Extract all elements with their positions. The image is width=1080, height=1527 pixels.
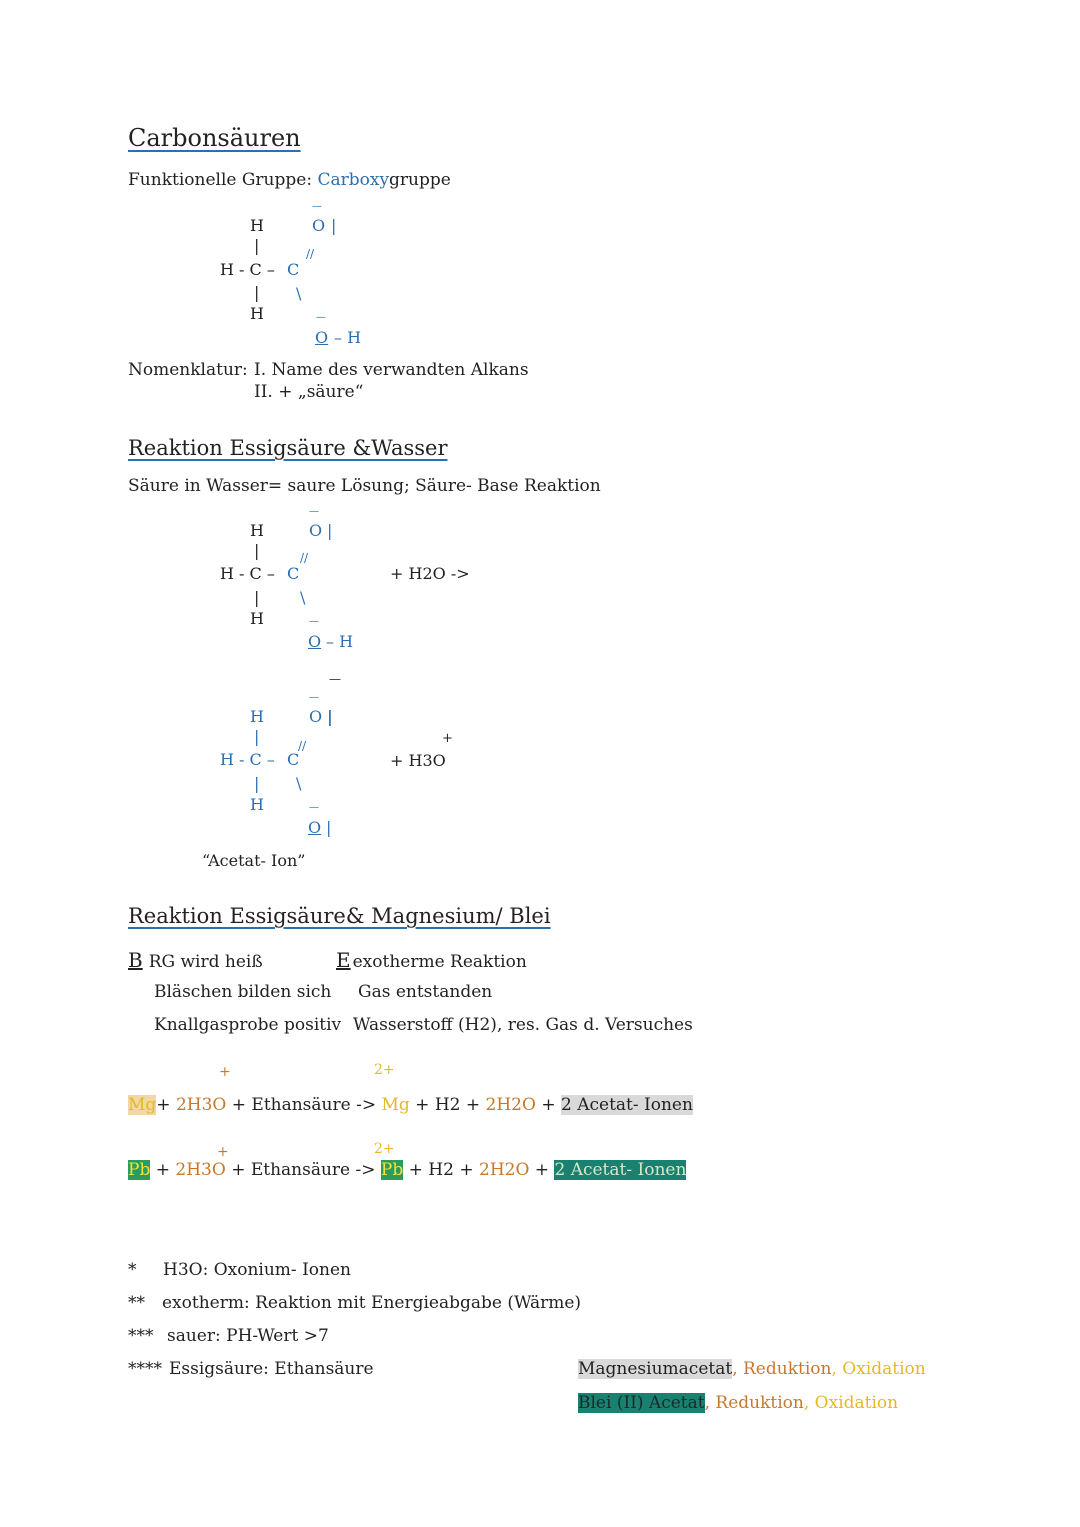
explanation-row-1 <box>336 948 527 972</box>
atom-h: H <box>250 521 264 540</box>
fg-gruppe: gruppe <box>389 170 451 190</box>
section2-subtitle: Säure in Wasser= saure Lösung; Säure- Base Reaktion <box>128 476 601 496</box>
bond-vertical: | <box>254 588 260 607</box>
pb-reactant: Pb <box>128 1160 151 1180</box>
atom-h: H <box>250 609 264 628</box>
bond-vertical: | <box>254 541 260 560</box>
charge-plus: + <box>442 731 453 746</box>
lone-pair: | <box>327 707 333 726</box>
atom-o: O <box>312 216 326 235</box>
atom-h: H <box>250 304 264 323</box>
footnote-text: sauer: PH-Wert >7 <box>167 1326 329 1346</box>
bond-double: // <box>300 551 309 565</box>
atom-h: H <box>250 216 264 235</box>
section-title-carbonsaeuren: Carbonsäuren <box>128 124 301 152</box>
beobachtung-3: Knallgasprobe positiv <box>154 1015 342 1035</box>
legend-sep: , <box>732 1359 743 1379</box>
eq-plus: + <box>156 1095 176 1115</box>
bond-single: \ <box>300 588 306 607</box>
acetate-product: 2 Acetat- Ionen <box>554 1160 687 1180</box>
atom-h: H <box>250 707 264 726</box>
water-product: 2H2O <box>479 1160 530 1180</box>
footnote-marker: **** <box>128 1359 162 1379</box>
footnote-marker: * <box>128 1260 137 1280</box>
erklaerung-letter: E <box>336 948 351 972</box>
charge-2plus: 2+ <box>374 1062 395 1078</box>
eq-plus: + <box>529 1160 555 1180</box>
atom-o: O <box>315 328 329 347</box>
nomenklatur-label: Nomenklatur: <box>128 360 248 380</box>
mg-product: Mg <box>381 1095 410 1115</box>
section-title-essig-mg-pb: Reaktion Essigsäure& Magnesium/ Blei <box>128 904 551 928</box>
atom-hc: H - C – <box>220 260 275 279</box>
lone-pair: — <box>309 506 319 517</box>
atom-h: H <box>250 795 264 814</box>
eq-h2: + H2 + <box>403 1160 479 1180</box>
equation-lead <box>128 1160 686 1180</box>
lone-pair: — <box>316 312 326 323</box>
legend-magnesium <box>578 1359 926 1379</box>
bond-vertical: | <box>254 727 260 746</box>
lone-pair: — <box>309 616 319 627</box>
section-title-essig-wasser: Reaktion Essigsäure &Wasser <box>128 436 448 460</box>
eq-plus: + <box>150 1160 176 1180</box>
lone-pair: — <box>312 201 322 212</box>
lone-pair: — <box>309 802 319 813</box>
footnote-marker: ** <box>128 1293 145 1313</box>
bond-oh: – H <box>334 328 362 347</box>
bond-vertical: | <box>254 236 260 255</box>
atom-c: C <box>287 260 300 279</box>
legend-mg-label: Magnesiumacetat <box>578 1359 733 1379</box>
erklaerung-3: Wasserstoff (H2), res. Gas d. Versuches <box>353 1015 693 1035</box>
fg-label: Funktionelle Gruppe: <box>128 170 318 190</box>
atom-o: O <box>308 818 322 837</box>
legend-reduktion: Reduktion <box>743 1359 832 1379</box>
beobachtung-letter: B <box>128 948 143 972</box>
atom-c: C <box>287 564 300 583</box>
bond-oh: – H <box>326 632 354 651</box>
charge-plus: + <box>217 1144 229 1160</box>
charge-2plus: 2+ <box>374 1141 395 1157</box>
footnote-marker: *** <box>128 1326 154 1346</box>
legend-oxidation: Oxidation <box>814 1393 899 1413</box>
bond-single: \ <box>296 774 302 793</box>
erklaerung-2: Gas entstanden <box>358 982 493 1002</box>
pb-product: Pb <box>380 1160 404 1180</box>
oxonium-reactant: 2H3O <box>175 1160 226 1180</box>
beobachtung-1: RG wird heiß <box>148 952 263 972</box>
bond-vertical: | <box>254 283 260 302</box>
water-product: 2H2O <box>485 1095 536 1115</box>
acetate-ion-label: “Acetat- Ion” <box>202 851 306 870</box>
atom-hc: H - C – <box>220 750 275 769</box>
bond-double: // <box>298 739 307 753</box>
legend-pb-label: Blei (II) Acetat <box>578 1393 705 1413</box>
lone-pair: | <box>327 521 333 540</box>
nomenklatur-step-1: I. Name des verwandten Alkans <box>254 360 529 380</box>
eq-middle: + Ethansäure -> <box>226 1095 382 1115</box>
legend-sep: , <box>803 1393 815 1413</box>
footnote-text: exotherm: Reaktion mit Energieabgabe (Wärme) <box>162 1293 582 1313</box>
nomenklatur-step-2: II. + „säure“ <box>254 382 364 402</box>
eq-h2: + H2 + <box>409 1095 486 1115</box>
atom-c: C <box>287 750 300 769</box>
legend-sep: , <box>704 1393 716 1413</box>
charge-plus: + <box>219 1064 231 1080</box>
plus-water: + H2O -> <box>390 564 470 583</box>
eq-plus: + <box>535 1095 561 1115</box>
eq-middle: + Ethansäure -> <box>225 1160 381 1180</box>
bond-single: \ <box>296 284 302 303</box>
beobachtung-2: Bläschen bilden sich <box>154 982 332 1002</box>
mg-reactant: Mg <box>128 1095 157 1115</box>
fg-carboxy: Carboxy <box>317 170 390 190</box>
equation-magnesium <box>128 1095 693 1115</box>
bond-vertical: | <box>254 774 260 793</box>
acetate-product: 2 Acetat- Ionen <box>561 1095 693 1115</box>
legend-reduktion: Reduktion <box>715 1393 804 1413</box>
plus-oxonium: + H3O <box>390 751 446 770</box>
atom-hc: H - C – <box>220 564 275 583</box>
lone-pair: | <box>326 818 332 837</box>
legend-oxidation: Oxidation <box>842 1359 926 1379</box>
atom-o: O <box>308 632 322 651</box>
legend-lead <box>578 1393 898 1413</box>
ion-charge-minus: — <box>329 672 341 686</box>
lone-pair: — <box>309 692 319 703</box>
bond-double: // <box>306 247 315 261</box>
functional-group-line <box>128 170 451 190</box>
legend-sep: , <box>831 1359 843 1379</box>
atom-o: O <box>309 521 323 540</box>
footnote-text: H3O: Oxonium- Ionen <box>163 1260 351 1280</box>
observation-row-1 <box>128 948 263 972</box>
footnote-text: Essigsäure: Ethansäure <box>169 1359 374 1379</box>
atom-o: O <box>309 707 323 726</box>
oxonium-reactant: 2H3O <box>175 1095 227 1115</box>
lone-pair: | <box>331 216 337 235</box>
erklaerung-1: exotherme Reaktion <box>352 952 527 972</box>
